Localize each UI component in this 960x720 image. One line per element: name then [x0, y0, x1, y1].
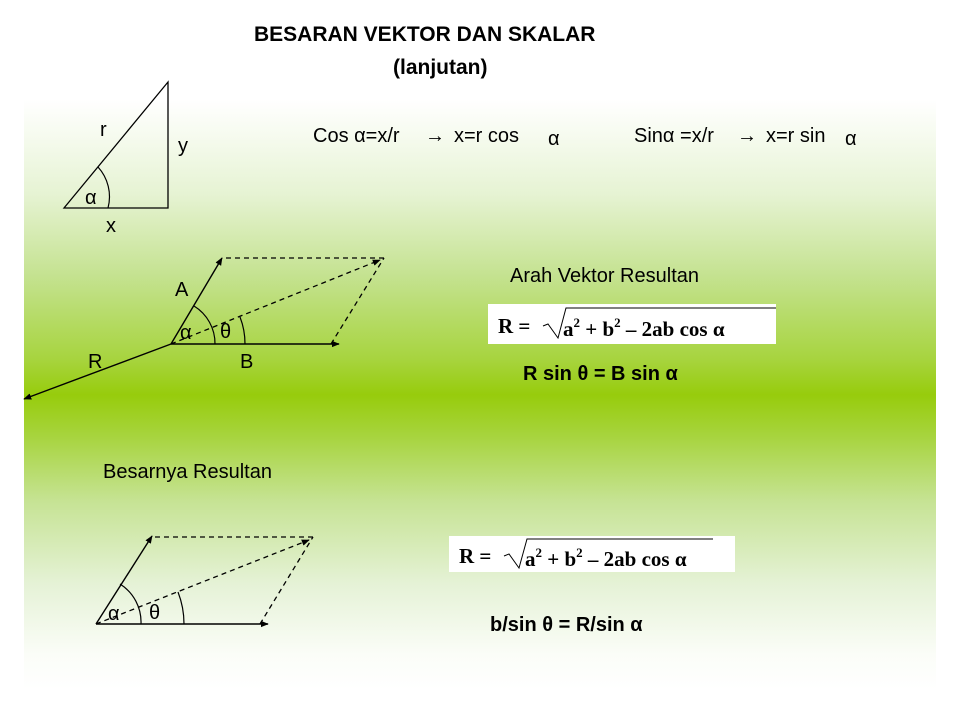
- label-vector-b: B: [240, 351, 254, 373]
- label-r: r: [100, 119, 107, 141]
- parallelogram-diagram-2: [96, 536, 313, 624]
- formula-box-2: [449, 536, 735, 572]
- dashed-right-edge: [331, 258, 384, 344]
- parallelogram-diagram-1: [24, 258, 384, 399]
- theta-arc-2: [178, 592, 184, 624]
- label-vector-a: A: [175, 279, 189, 301]
- right-triangle: [64, 82, 168, 208]
- label-theta-2: θ: [149, 602, 161, 624]
- dashed-right-edge-2: [260, 537, 313, 624]
- cos-alpha: α: [548, 128, 560, 150]
- triangle-angle-arc: [98, 167, 109, 208]
- slide-subtitle: (lanjutan): [393, 56, 488, 79]
- label-alpha-1: α: [180, 322, 192, 344]
- formula2-lhs: R =: [459, 544, 492, 568]
- alpha-arc-2: [120, 584, 141, 624]
- sin-result: x=r sin: [766, 125, 826, 147]
- vector-upper-arrow: [96, 536, 152, 624]
- dashed-diagonal-arrow-2: [96, 540, 309, 624]
- cos-result: x=r cos: [454, 125, 520, 147]
- section1-heading: Arah Vektor Resultan: [510, 265, 699, 287]
- cos-definition: Cos α=x/r: [313, 125, 400, 147]
- slide-title: BESARAN VEKTOR DAN SKALAR: [254, 23, 596, 46]
- label-vector-r: R: [88, 351, 103, 373]
- section1-relation: R sin θ = B sin α: [523, 363, 678, 385]
- alpha-arc-1: [194, 306, 215, 344]
- label-alpha-2: α: [108, 603, 120, 625]
- label-theta-1: θ: [220, 321, 232, 343]
- arrow-icon: →: [737, 125, 757, 147]
- section2-heading: Besarnya Resultan: [103, 461, 272, 483]
- sin-definition: Sinα =x/r: [634, 125, 714, 147]
- theta-arc-1: [240, 317, 245, 344]
- label-alpha-triangle: α: [85, 187, 97, 209]
- formula-box-1: [488, 304, 776, 344]
- arrow-icon: →: [425, 125, 445, 147]
- label-x: x: [106, 215, 116, 237]
- section2-relation: b/sin θ = R/sin α: [490, 614, 643, 636]
- sin-alpha: α: [845, 128, 857, 150]
- formula1-rhs: $a^2 + b^2 - 2ab$ cos α: [563, 315, 725, 341]
- dashed-diagonal-arrow: [171, 260, 380, 344]
- label-y: y: [178, 135, 188, 157]
- formula1-lhs: R =: [498, 314, 531, 338]
- vector-a-arrow: [171, 258, 222, 344]
- formula2-rhs: $a^2 + b^2 - 2ab$ cos α: [525, 545, 687, 571]
